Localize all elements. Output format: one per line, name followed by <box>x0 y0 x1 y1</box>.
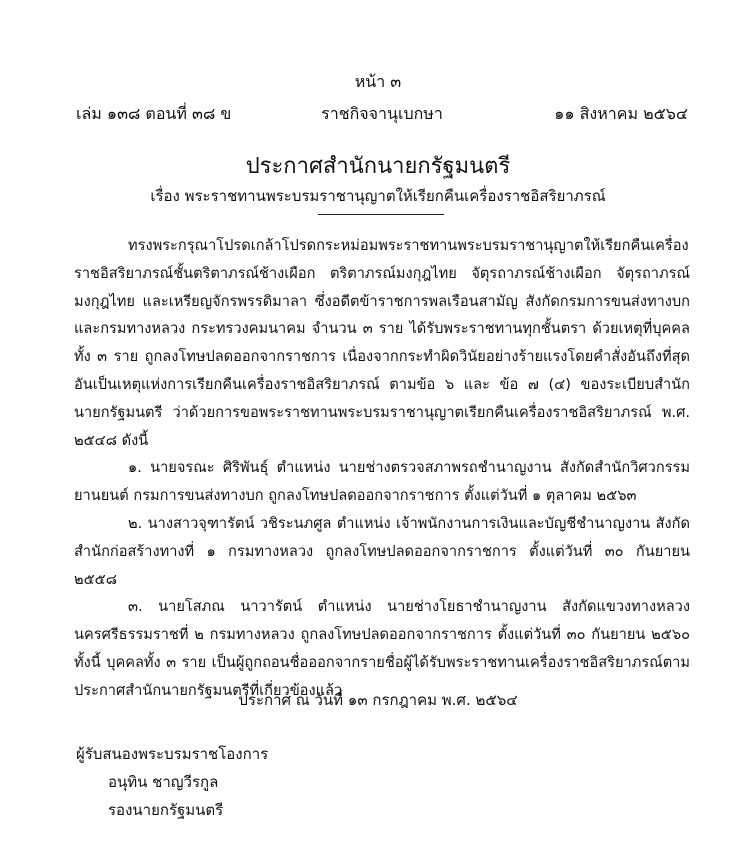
title-divider <box>318 214 444 215</box>
gazette-header <box>76 102 688 124</box>
countersign-position: รองนายกรัฐมนตรี <box>108 801 224 819</box>
gazette-date: ๑๑ สิงหาคม ๒๕๖๔ <box>554 104 688 123</box>
gazette-publication: ราชกิจจานุเบกษา <box>321 104 443 123</box>
countersign-intro: ผู้รับสนองพระบรมราชโองการ <box>76 745 269 763</box>
body-item-3: ๓. นายโสภณ นาวารัตน์ ตำแหน่ง นายช่างโยธาชำนาญงาน สังกัดแขวงทางหลวงนครศรีธรรมราชที่ ๒ กรมทางหลวง ถูกลงโทษปลดออกจากราชการ ตั้งแต่วันที่ ๓๐ กันยายน ๒๕๖๐ ทั้งนี้ บุคคลทั้ง ๓ ราย เป็นผู้ถูกถอนชื่อออกจากรายชื่อผู้ได้รับพระราชทานเครื่องราชอิสริยาภรณ์ตามประกาศสำนักนายกรัฐมนตรีที่เกี่ยวข้องแล้ว <box>74 598 690 699</box>
gazette-volume: เล่ม ๑๓๘ ตอนที่ ๓๘ ข <box>76 104 232 123</box>
countersign-block <box>76 740 268 824</box>
signed-date: ประกาศ ณ วันที่ ๑๓ กรกฎาคม พ.ศ. ๒๕๖๔ <box>238 691 518 709</box>
announcement-title: ประกาศสำนักนายกรัฐมนตรี <box>245 154 511 179</box>
body-item-2: ๒. นางสาวจุฑารัตน์ วชิระนภศูล ตำแหน่ง เจ้าพนักงานการเงินและบัญชีชำนาญงาน สังกัดสำนักก่อสร้างทางที่ ๑ กรมทางหลวง ถูกลงโทษปลดออกจากราชการ ตั้งแต่วันที่ ๓๐ กันยายน ๒๕๕๘ <box>74 514 690 588</box>
body-paragraph-intro: ทรงพระกรุณาโปรดเกล้าโปรดกระหม่อมพระราชทานพระบรมราชานุญาตให้เรียกคืนเครื่องราชอิสริยาภรณ์ชั้นตริตาภรณ์ช้างเผือก ตริตาภรณ์มงกุฎไทย จัตุรถาภรณ์ช้างเผือก จัตุรถาภรณ์มงกุฎไทย และเหรียญจักรพรรดิมาลา ซึ่งอดีตข้าราชการพลเรือนสามัญ สังกัดกรมการขนส่งทางบกและกรมทางหลวง กระทรวงคมนาคม จำนวน ๓ ราย ได้รับพระราชทานทุกชั้นตรา ด้วยเหตุที่บุคคลทั้ง ๓ ราย ถูกลงโทษปลดออกจากราชการ เนื่องจากกระทำผิดวินัยอย่างร้ายแรงโดยคำสั่งอันถึงที่สุด อันเป็นเหตุแห่งการเรียกคืนเครื่องราชอิสริยาภรณ์ ตามข้อ ๖ และ ข้อ ๗ (๔) ของระเบียบสำนักนายกรัฐมนตรี ว่าด้วยการขอพระราชทานพระบรมราชานุญาตเรียกคืนเครื่องราชอิสริยาภรณ์ พ.ศ. ๒๕๔๘ ดังนี้ <box>74 237 690 449</box>
countersign-name: อนุทิน ชาญวีรกูล <box>108 773 219 791</box>
announcement-body <box>74 232 690 705</box>
body-item-1: ๑. นายจรณะ ศิริพันธุ์ ตำแหน่ง นายช่างตรวจสภาพรถชำนาญงาน สังกัดสำนักวิศวกรรมยานยนต์ กรมการขนส่งทางบก ถูกลงโทษปลดออกจากราชการ ตั้งแต่วันที่ ๑ ตุลาคม ๒๕๖๓ <box>74 459 690 505</box>
page-number: หน้า ๓ <box>354 72 402 91</box>
announcement-subject: เรื่อง พระราชทานพระบรมราชานุญาตให้เรียกคืนเครื่องราชอิสริยาภรณ์ <box>150 187 606 205</box>
